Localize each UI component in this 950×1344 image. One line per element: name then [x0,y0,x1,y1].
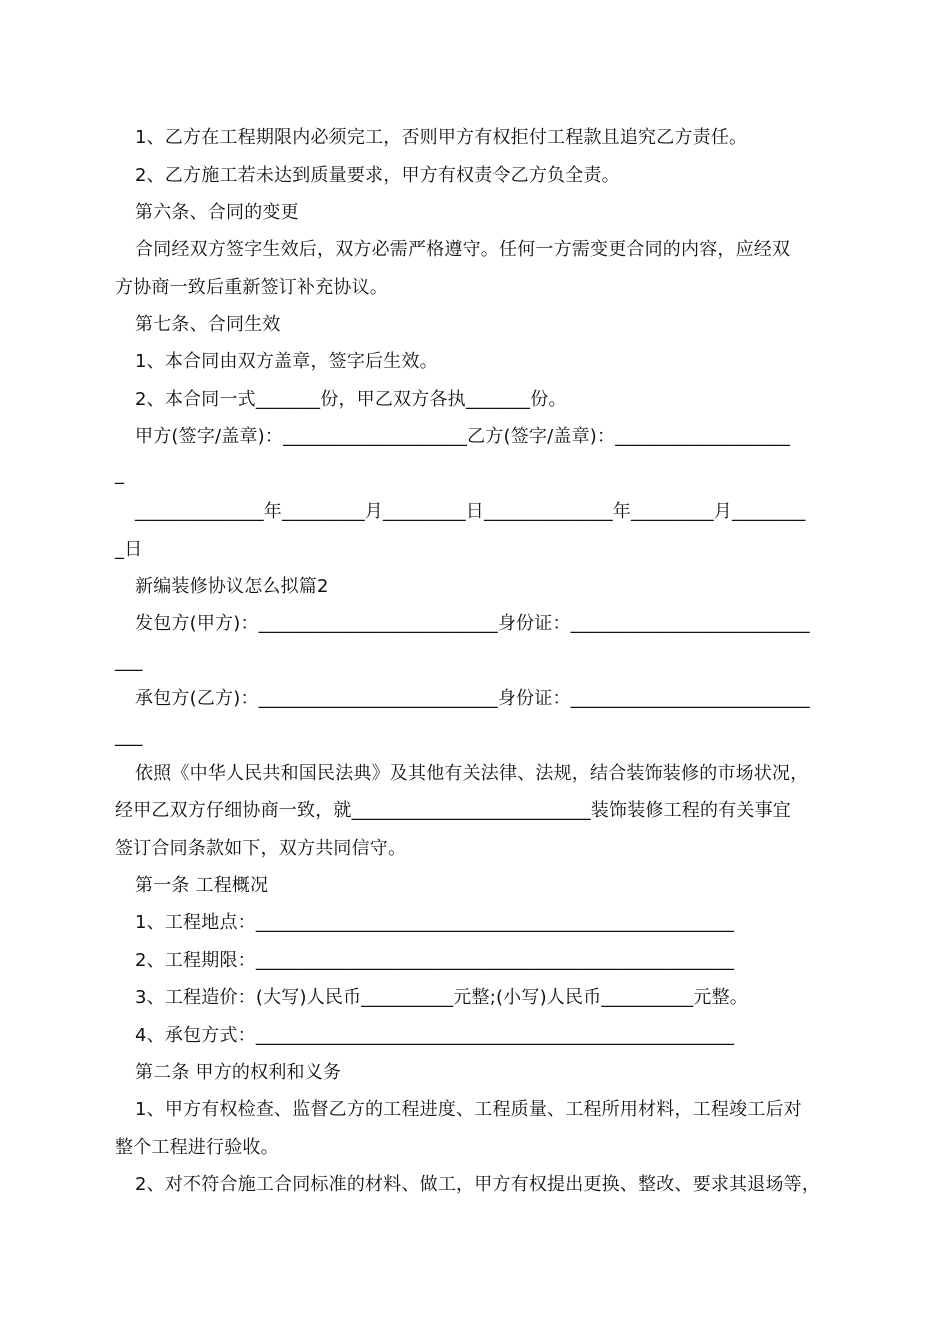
field-line: 4、承包方式：____________________________________________________ [135,1025,735,1046]
text-line: 整个工程进行验收。 [115,1137,279,1158]
party-line: 承包方(乙方)：__________________________身份证：__________________________ [135,688,810,709]
text-line: 1、本合同由双方盖章，签字后生效。 [135,351,438,372]
text-line: 经甲乙双方仔细协商一致，就__________________________装饰装修工程的有关事宜 [115,800,791,821]
section-heading: 第七条、合同生效 [135,314,281,335]
field-line: 1、工程地点：____________________________________________________ [135,912,735,933]
continuation-line: ___ [115,651,143,672]
continuation-line: ___ [115,726,143,747]
date-line: ______________年_________月_________日______________年_________月________ [135,501,806,522]
text-line: 2、本合同一式_______份，甲乙双方各执_______份。 [135,389,567,410]
field-line: 3、工程造价：(大写)人民币__________元整;(小写)人民币__________元整。 [135,987,749,1008]
continuation-line: _日 [115,539,143,560]
field-line: 2、工程期限：____________________________________________________ [135,950,735,971]
section-heading: 第一条 工程概况 [135,875,269,896]
text-line: 方协商一致后重新签订补充协议。 [115,277,388,298]
text-line: 合同经双方签字生效后，双方必需严格遵守。任何一方需变更合同的内容，应经双 [135,239,791,260]
text-line: 1、乙方在工程期限内必须完工，否则甲方有权拒付工程款且追究乙方责任。 [135,127,748,148]
section-heading: 第二条 甲方的权利和义务 [135,1062,342,1083]
text-line: 2、乙方施工若未达到质量要求，甲方有权责令乙方负全责。 [135,165,620,186]
text-line: 签订合同条款如下，双方共同信守。 [115,838,407,859]
continuation-line: _ [115,464,125,485]
party-line: 发包方(甲方)：__________________________身份证：__________________________ [135,613,810,634]
text-line: 2、对不符合施工合同标准的材料、做工，甲方有权提出更换、整改、要求其退场等， [135,1174,821,1195]
text-line: 1、甲方有权检查、监督乙方的工程进度、工程质量、工程所用材料，工程竣工后对 [135,1099,802,1120]
section-heading: 第六条、合同的变更 [135,202,299,223]
text-line: 依照《中华人民共和国民法典》及其他有关法律、法规，结合装饰装修的市场状况， [135,763,809,784]
section-title: 新编装修协议怎么拟篇2 [135,576,329,597]
signature-line: 甲方(签字/盖章)：____________________乙方(签字/盖章)：___________________ [135,426,791,447]
